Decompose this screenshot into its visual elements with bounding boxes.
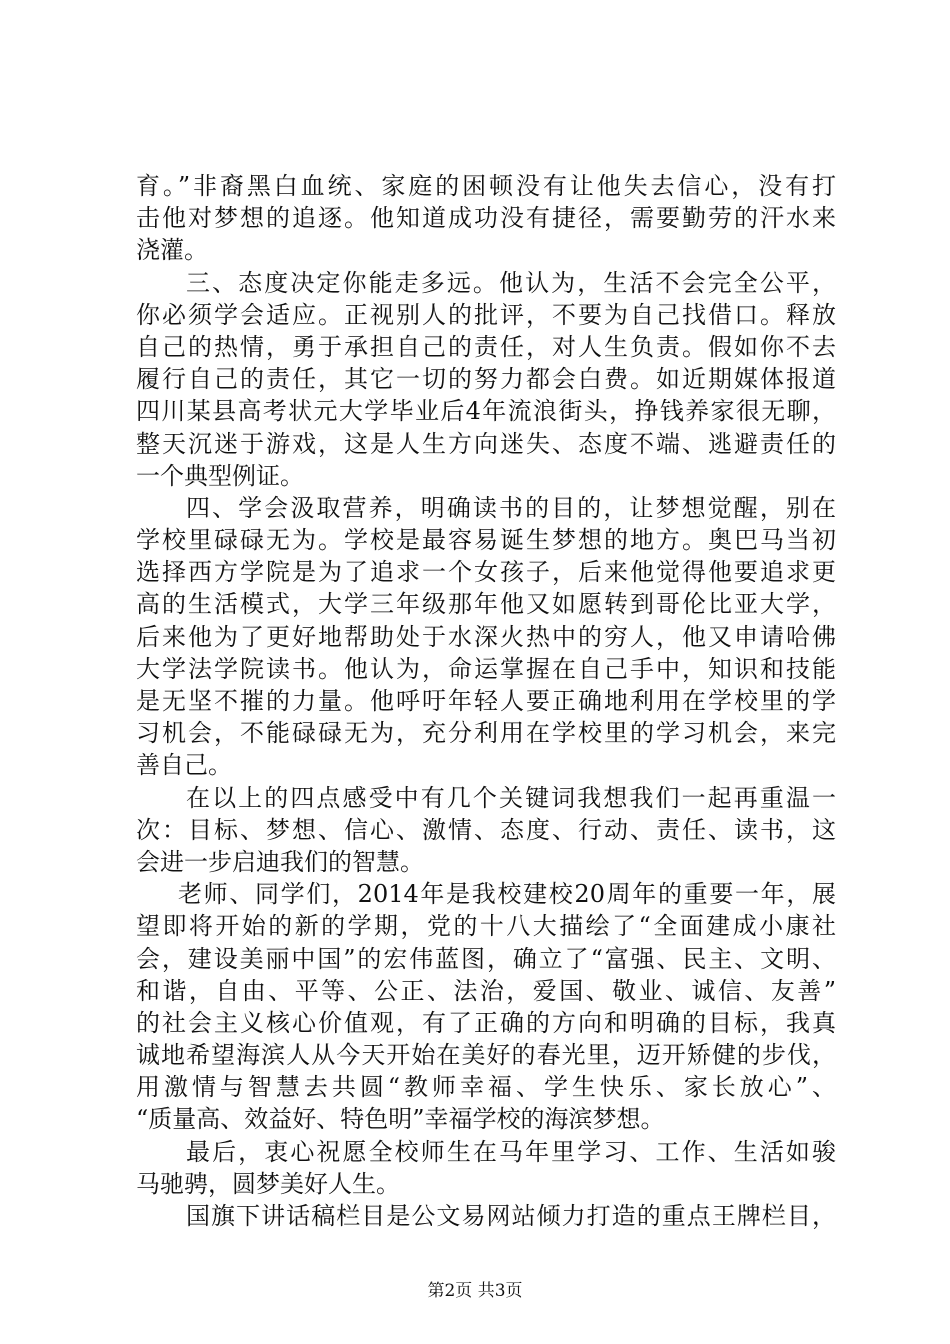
text-line: 你必须学会适应。正视别人的批评，不要为自己找借口。释放	[136, 300, 836, 329]
text-line: 诚地希望海滨人从今天开始在美好的春光里，迈开矫健的步伐，	[136, 1041, 836, 1070]
text-line: “质量高、效益好、特色明”幸福学校的海滨梦想。	[136, 1105, 665, 1134]
text-line: 击他对梦想的追逐。他知道成功没有捷径，需要勤劳的汗水来	[136, 204, 836, 233]
text-line: 大学法学院读书。他认为，命运掌握在自己手中，知识和技能	[136, 654, 836, 683]
section-four-heading-line: 四、学会汲取营养，明确读书的目的，让梦想觉醒，别在	[186, 493, 836, 522]
text-line: 是无坚不摧的力量。他呼吁年轻人要正确地利用在学校里的学	[136, 687, 836, 715]
closing-paragraph-line: 最后，衷心祝愿全校师生在马年里学习、工作、生活如骏	[186, 1137, 836, 1166]
text-line: 四川某县高考状元大学毕业后4年流浪街头，挣钱养家很无聊，	[136, 397, 836, 426]
text-line: 用激情与智慧去共圆“教师幸福、学生快乐、家长放心”、	[136, 1073, 836, 1102]
text-line: 习机会，不能碌碌无为，充分利用在学校里的学习机会，来完	[136, 719, 836, 748]
text-line: 浇灌。	[136, 236, 208, 265]
section-three-heading-line: 三、态度决定你能走多远。他认为，生活不会完全公平，	[186, 268, 836, 297]
text-line: 整天沉迷于游戏，这是人生方向迷失、态度不端、逃避责任的	[136, 429, 836, 458]
text-line: 选择西方学院是为了追求一个女孩子，后来他觉得他要追求更	[136, 558, 836, 587]
keywords-paragraph-line: 在以上的四点感受中有几个关键词我想我们一起再重温一	[186, 783, 836, 812]
document-body	[136, 170, 836, 1232]
text-line: 会进一步启迪我们的智慧。	[136, 847, 424, 876]
column-note-line: 国旗下讲话稿栏目是公文易网站倾力打造的重点王牌栏目，	[186, 1202, 836, 1230]
text-line: 育。”非裔黑白血统、家庭的困顿没有让他失去信心，没有打	[136, 172, 836, 200]
text-line: 自己的热情，勇于承担自己的责任，对人生负责。假如你不去	[136, 332, 836, 361]
text-line: 和谐，自由、平等、公正、法治，爱国、敬业、诚信、友善”	[136, 976, 836, 1005]
text-line: 望即将开始的新的学期，党的十八大描绘了“全面建成小康社	[136, 912, 836, 941]
text-line: 马驰骋，圆梦美好人生。	[136, 1169, 400, 1198]
text-line: 一个典型例证。	[136, 461, 304, 490]
text-line: 次：目标、梦想、信心、激情、态度、行动、责任、读书，这	[136, 815, 836, 844]
text-line: 善自己。	[136, 751, 232, 780]
text-line: 的社会主义核心价值观，有了正确的方向和明确的目标，我真	[136, 1008, 836, 1037]
page-number-footer: 第2页 共3页	[427, 1281, 523, 1301]
address-paragraph-line: 老师、同学们，2014年是我校建校20周年的重要一年，展	[178, 880, 836, 909]
text-line: 高的生活模式，大学三年级那年他又如愿转到哥伦比亚大学，	[136, 590, 836, 619]
text-line: 后来他为了更好地帮助处于水深火热中的穷人，他又申请哈佛	[136, 622, 836, 651]
text-line: 履行自己的责任，其它一切的努力都会白费。如近期媒体报道	[136, 365, 836, 394]
text-line: 学校里碌碌无为。学校是最容易诞生梦想的地方。奥巴马当初	[136, 526, 836, 555]
text-line: 会，建设美丽中国”的宏伟蓝图，确立了“富强、民主、文明、	[136, 944, 836, 973]
